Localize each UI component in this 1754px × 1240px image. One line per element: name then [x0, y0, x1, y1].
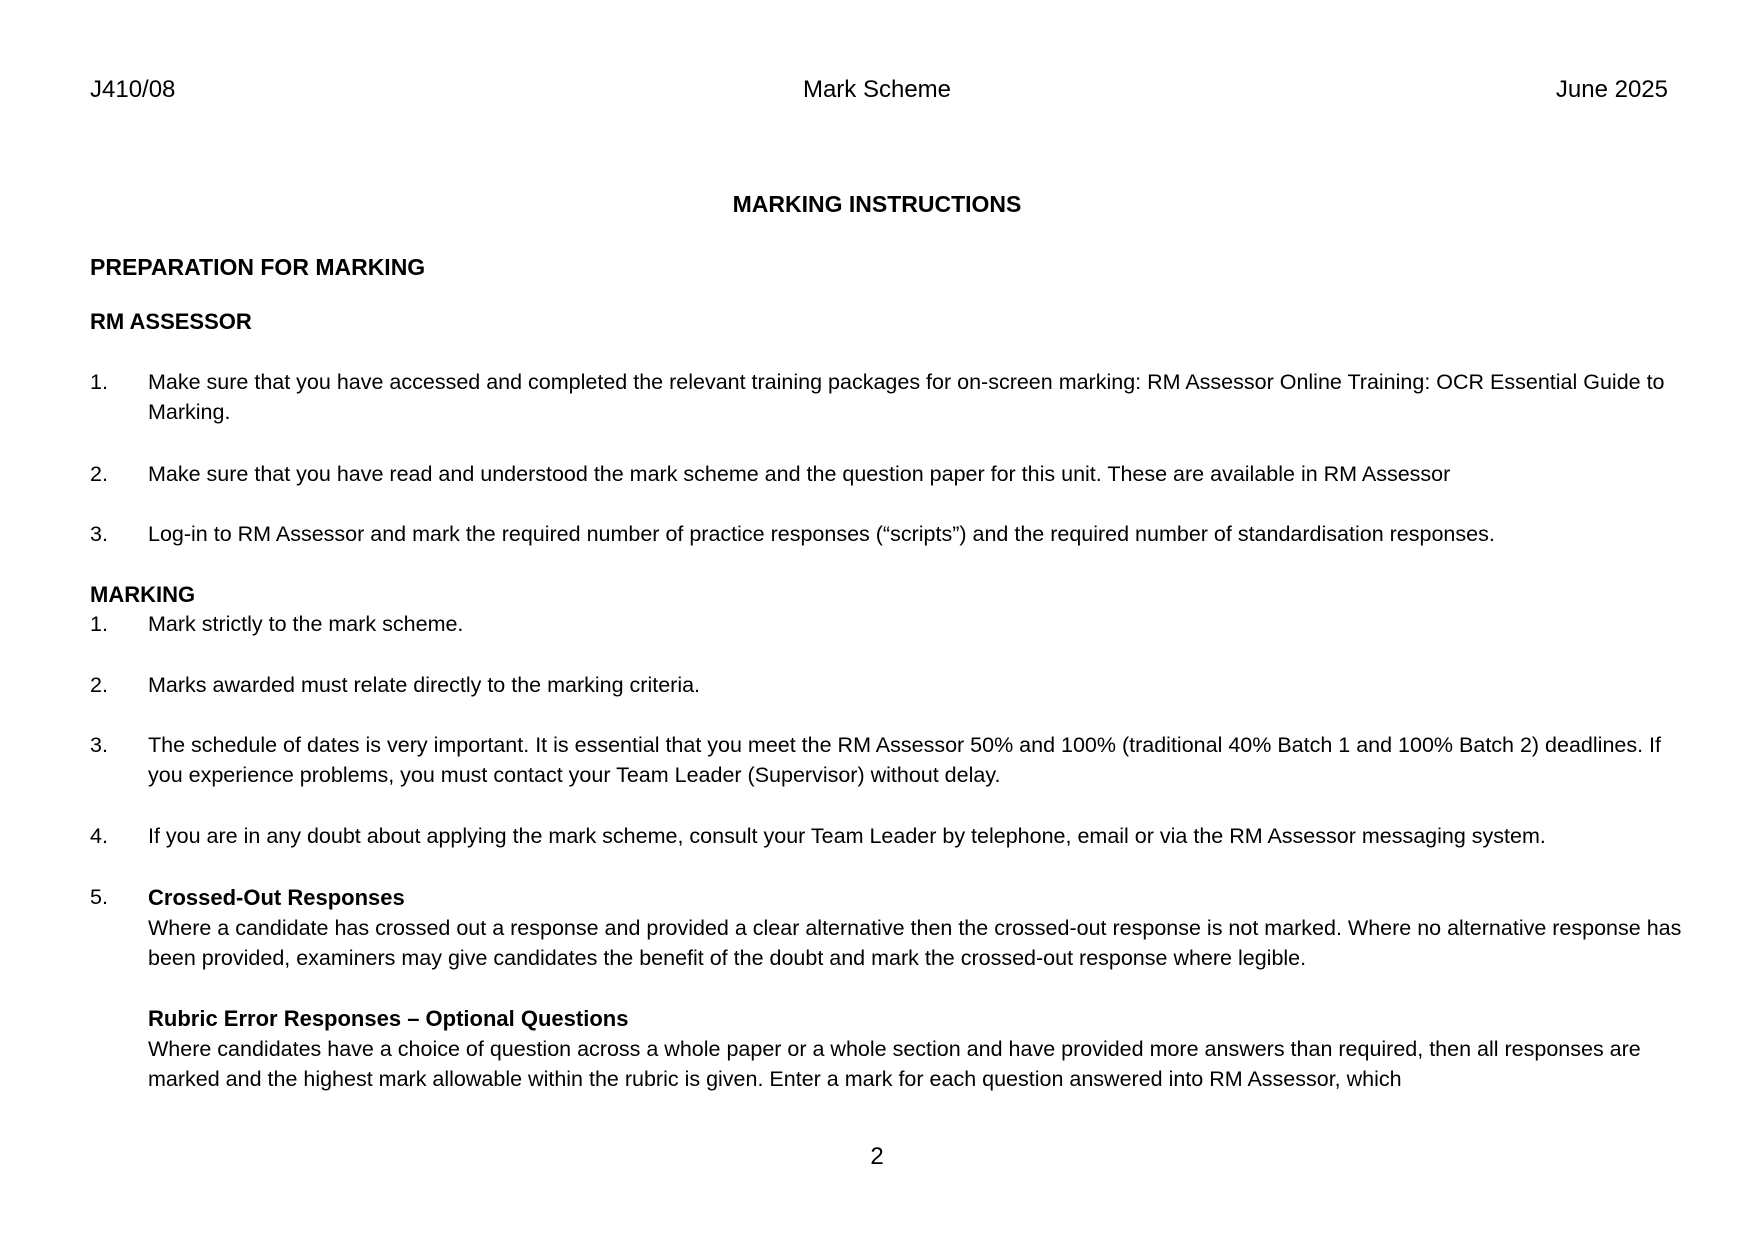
header-title: Mark Scheme: [802, 76, 952, 103]
section-heading-marking: MARKING: [90, 582, 196, 607]
marking-item-number: 4.: [90, 824, 108, 848]
rubric-heading: Rubric Error Responses – Optional Questions: [148, 1006, 629, 1031]
marking-item-number: 3.: [90, 733, 108, 757]
crossed-out-heading: Crossed-Out Responses: [148, 885, 405, 910]
marking-item-text: Mark strictly to the mark scheme.: [148, 612, 464, 636]
marking-item-number: 1.: [90, 612, 108, 636]
crossed-out-text: Where a candidate has crossed out a response and provided a clear alternative then the crossed-out response is not marked. Where no alternative response has been provided, examiners may give candidates the benefit of the doubt and mark the crossed-out response where legible.: [148, 916, 1682, 970]
prep-item-number: 3.: [90, 522, 108, 546]
subheading-rm-assessor: RM ASSESSOR: [90, 309, 252, 334]
prep-item-text: Make sure that you have accessed and completed the relevant training packages for on-screen marking: RM Assessor Online Training: OCR Essential Guide to Marking.: [148, 370, 1665, 424]
prep-item-number: 2.: [90, 462, 108, 486]
marking-item-number: 5.: [90, 885, 108, 909]
section-heading-preparation: PREPARATION FOR MARKING: [90, 254, 426, 280]
prep-item-text: Log-in to RM Assessor and mark the required number of practice responses (“scripts”) and the required number of standardisation responses.: [148, 522, 1495, 546]
rubric-text: Where candidates have a choice of question across a whole paper or a whole section and have provided more answers than required, then all responses are marked and the highest mark allowable within the rubric is given. Enter a mark for each question answered into RM Assessor, which: [148, 1037, 1641, 1091]
prep-item-text: Make sure that you have read and understood the mark scheme and the question paper for this unit. These are available in RM Assessor: [148, 462, 1451, 486]
page-title: MARKING INSTRUCTIONS: [732, 191, 1022, 217]
marking-item-number: 2.: [90, 673, 108, 697]
header-code: J410/08: [90, 76, 176, 103]
page-number: 2: [870, 1143, 884, 1170]
marking-item-text: The schedule of dates is very important. It is essential that you meet the RM Assessor 50% and 100% (traditional 40% Batch 1 and 100% Batch 2) deadlines. If you experience problems, you must contact your Team Leader (Supervisor) without delay.: [148, 733, 1661, 787]
marking-item-text: If you are in any doubt about applying the mark scheme, consult your Team Leader by telephone, email or via the RM Assessor messaging system.: [148, 824, 1546, 848]
header-date: June 2025: [1555, 76, 1668, 103]
prep-item-number: 1.: [90, 370, 108, 394]
marking-item-text: Marks awarded must relate directly to the marking criteria.: [148, 673, 701, 697]
